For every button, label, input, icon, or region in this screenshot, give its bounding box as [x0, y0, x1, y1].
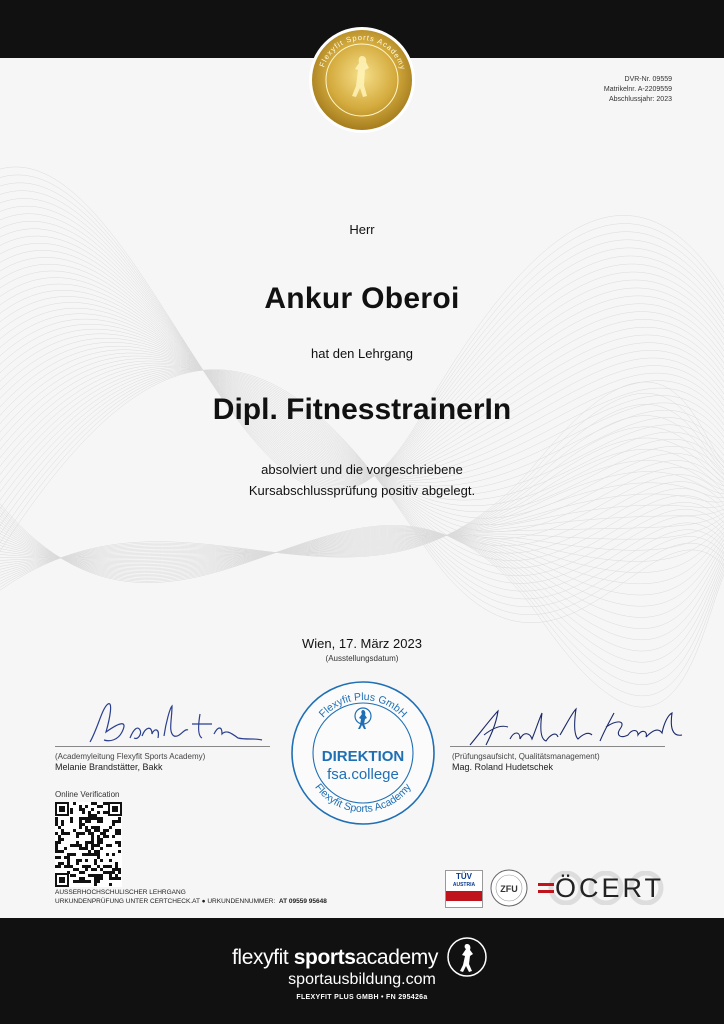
gold-seal-icon: [308, 26, 416, 134]
course-title: Dipl. FitnesstrainerIn: [212, 393, 512, 426]
left-signatory-name: Melanie Brandstätter, Bakk: [55, 762, 163, 772]
stamp-line-1: DIREKTION: [321, 748, 405, 765]
stamp-top-text: Flexyfit Plus GmbH: [316, 690, 410, 721]
tuv-label: TÜV: [456, 872, 472, 881]
matrikel-number: Matrikelnr. A-2209559: [603, 86, 672, 93]
salutation: Herr: [349, 222, 375, 237]
website-url[interactable]: sportausbildung.com: [288, 971, 436, 988]
brand-part-1: flexyfit: [232, 946, 294, 969]
description-line-2: Kursabschlussprüfung positiv abgelegt.: [248, 483, 476, 498]
left-signature: [80, 698, 265, 750]
online-verification-label: Online Verification: [55, 790, 120, 799]
dvr-number: DVR-Nr. 09559: [624, 76, 672, 83]
left-signature-line: [55, 746, 270, 747]
recipient-name: Ankur Oberoi: [264, 282, 460, 315]
certcheck-text: URKUNDENPRÜFUNG UNTER CERTCHECK.AT ● URKUNDENNUMMER:: [55, 898, 276, 905]
direction-stamp: [290, 680, 436, 826]
stamp-bottom-text: Flexyfit Sports Academy: [312, 781, 414, 816]
intro-text: hat den Lehrgang: [311, 346, 413, 361]
right-signatory-name: Mag. Roland Hudetschek: [452, 762, 554, 772]
brand-part-2: sports: [293, 946, 356, 969]
qr-code-icon[interactable]: [55, 802, 122, 887]
oecert-label: ÖCERT: [555, 873, 665, 903]
right-signature: [450, 705, 690, 750]
right-signatory-role: (Prüfungsaufsicht, Qualitätsmanagement): [452, 752, 600, 761]
description-line-1: absolviert und die vorgeschriebene: [261, 462, 463, 477]
brand-part-3: academy: [355, 946, 438, 969]
tuv-austria-badge: [445, 870, 483, 908]
left-signatory-role: (Academyleitung Flexyfit Sports Academy): [55, 752, 206, 761]
stamp-line-2: fsa.college: [327, 766, 399, 783]
graduation-year: Abschlussjahr: 2023: [608, 96, 672, 103]
completion-description: [0, 459, 724, 501]
certificate-check-text: [55, 898, 327, 905]
company-registration: FLEXYFIT PLUS GMBH • FN 295426a: [296, 994, 428, 1001]
right-signature-line: [450, 746, 665, 747]
course-type-text: AUSSERHOCHSCHULISCHER LEHRGANG: [55, 889, 186, 896]
tuv-sublabel: AUSTRIA: [452, 882, 476, 888]
brand-wordmark: [232, 946, 438, 970]
certificate-number: AT 09559 95648: [278, 898, 327, 905]
seal-ring-text: Flexyfit Sports Academy: [317, 32, 408, 72]
issue-place-date: Wien, 17. März 2023: [302, 636, 422, 651]
issue-date-label: (Ausstellungsdatum): [325, 654, 399, 663]
zfu-seal-icon: [490, 869, 528, 907]
reference-numbers: [604, 75, 672, 105]
zfu-label: ZFU: [500, 884, 518, 894]
